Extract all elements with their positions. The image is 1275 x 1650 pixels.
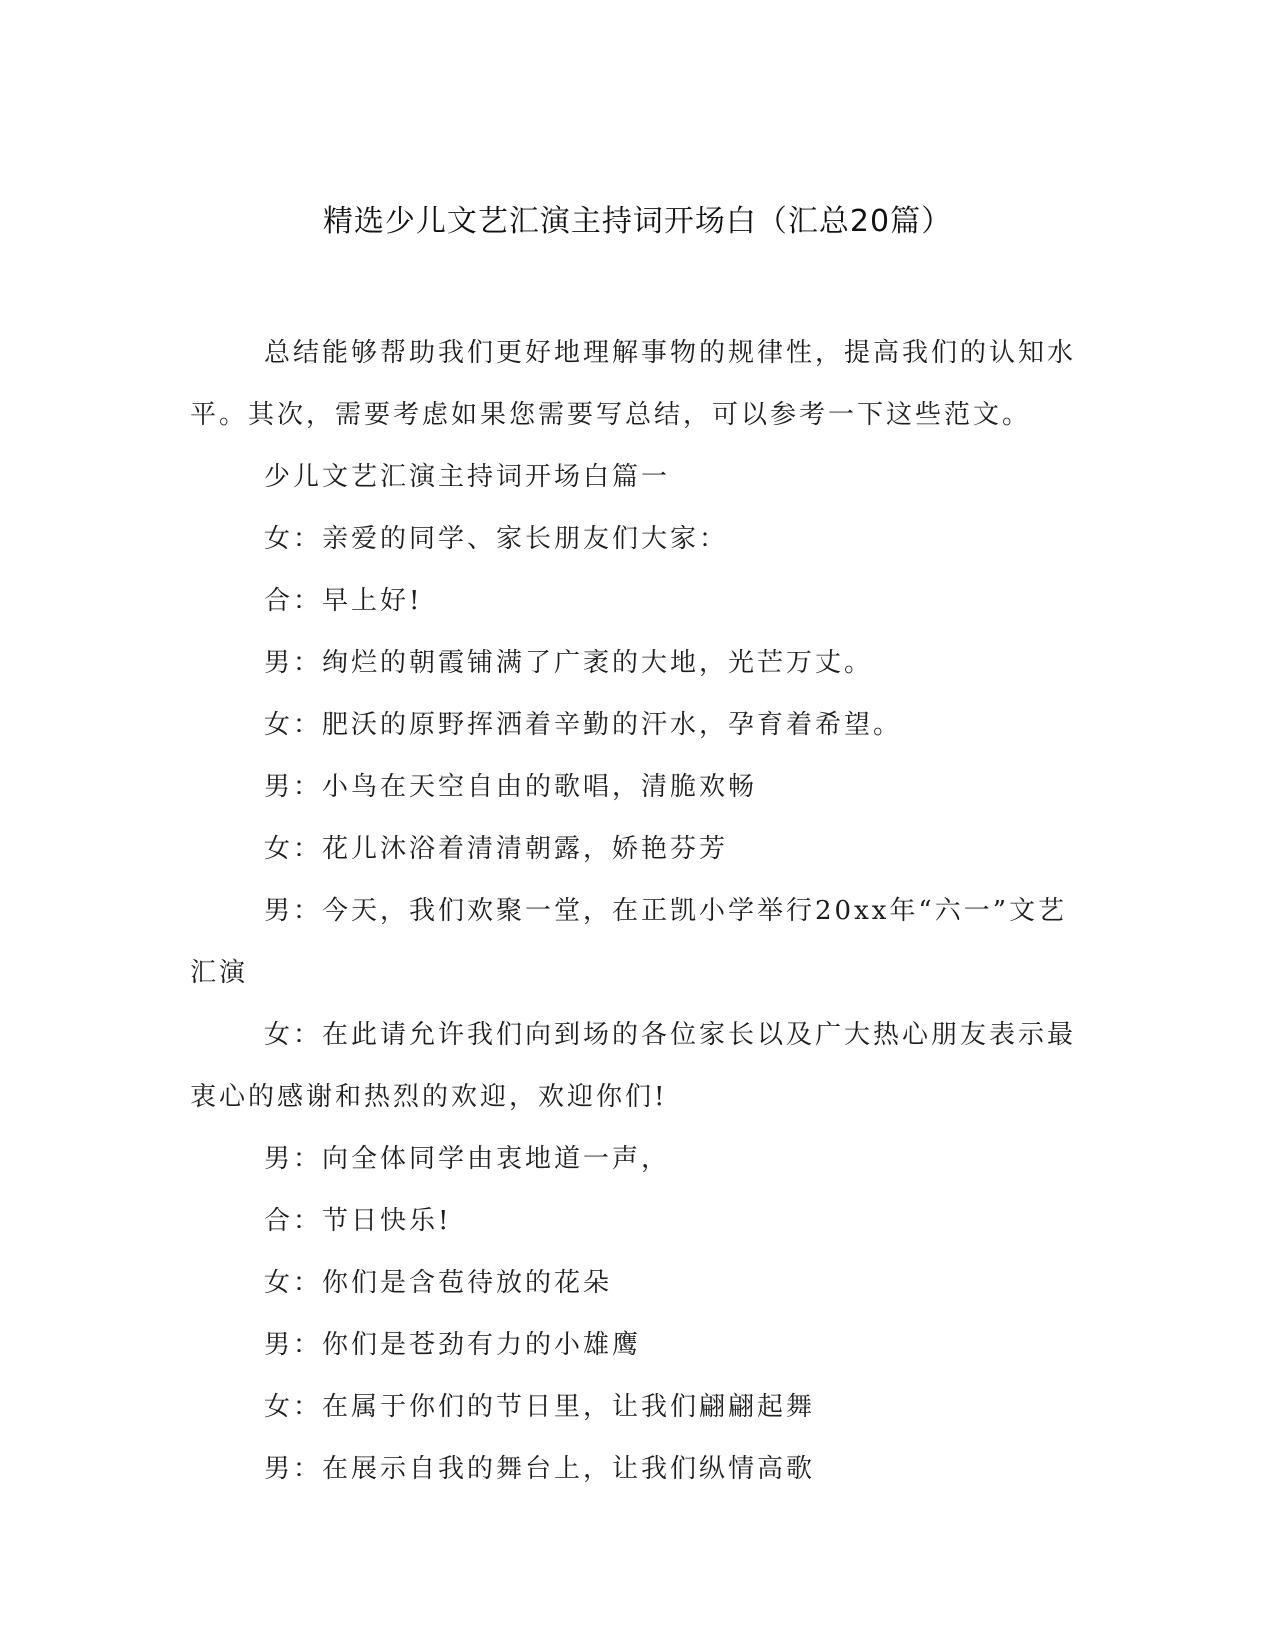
paragraph-line: 男：绚烂的朝霞铺满了广袤的大地，光芒万丈。 — [264, 648, 874, 678]
document-body — [190, 322, 1080, 1500]
paragraph-line: 女：你们是含苞待放的花朵 — [264, 1268, 613, 1298]
paragraph-line: 女：在属于你们的节日里，让我们翩翩起舞 — [264, 1392, 816, 1422]
paragraph-line: 女：肥沃的原野挥洒着辛勤的汗水，孕育着希望。 — [264, 710, 903, 740]
paragraph-section-heading: 少儿文艺汇演主持词开场白篇一 — [264, 462, 671, 492]
paragraph-line: 男：向全体同学由衷地道一声， — [264, 1144, 671, 1174]
paragraph-line: 合：早上好! — [264, 586, 423, 616]
paragraph-line: 合：节日快乐! — [264, 1206, 452, 1236]
paragraph-line: 男：你们是苍劲有力的小雄鹰 — [264, 1330, 642, 1360]
paragraph-line: 女：亲爱的同学、家长朋友们大家： — [264, 524, 729, 554]
document-title: 精选少儿文艺汇演主持词开场白（汇总20篇） — [322, 204, 953, 239]
paragraph-line: 男：今天，我们欢聚一堂，在正凯小学举行20xx年“六一”文艺汇演 — [190, 896, 1067, 988]
paragraph-line: 女：在此请允许我们向到场的各位家长以及广大热心朋友表示最衷心的感谢和热烈的欢迎，欢迎你们! — [190, 1020, 1077, 1112]
paragraph-line: 男：在展示自我的舞台上，让我们纵情高歌 — [264, 1454, 816, 1484]
paragraph-intro: 总结能够帮助我们更好地理解事物的规律性，提高我们的认知水平。其次，需要考虑如果您需要写总结，可以参考一下这些范文。 — [190, 338, 1077, 430]
paragraph-line: 女：花儿沐浴着清清朝露，娇艳芬芳 — [264, 834, 729, 864]
paragraph-line: 男：小鸟在天空自由的歌唱，清脆欢畅 — [264, 772, 758, 802]
